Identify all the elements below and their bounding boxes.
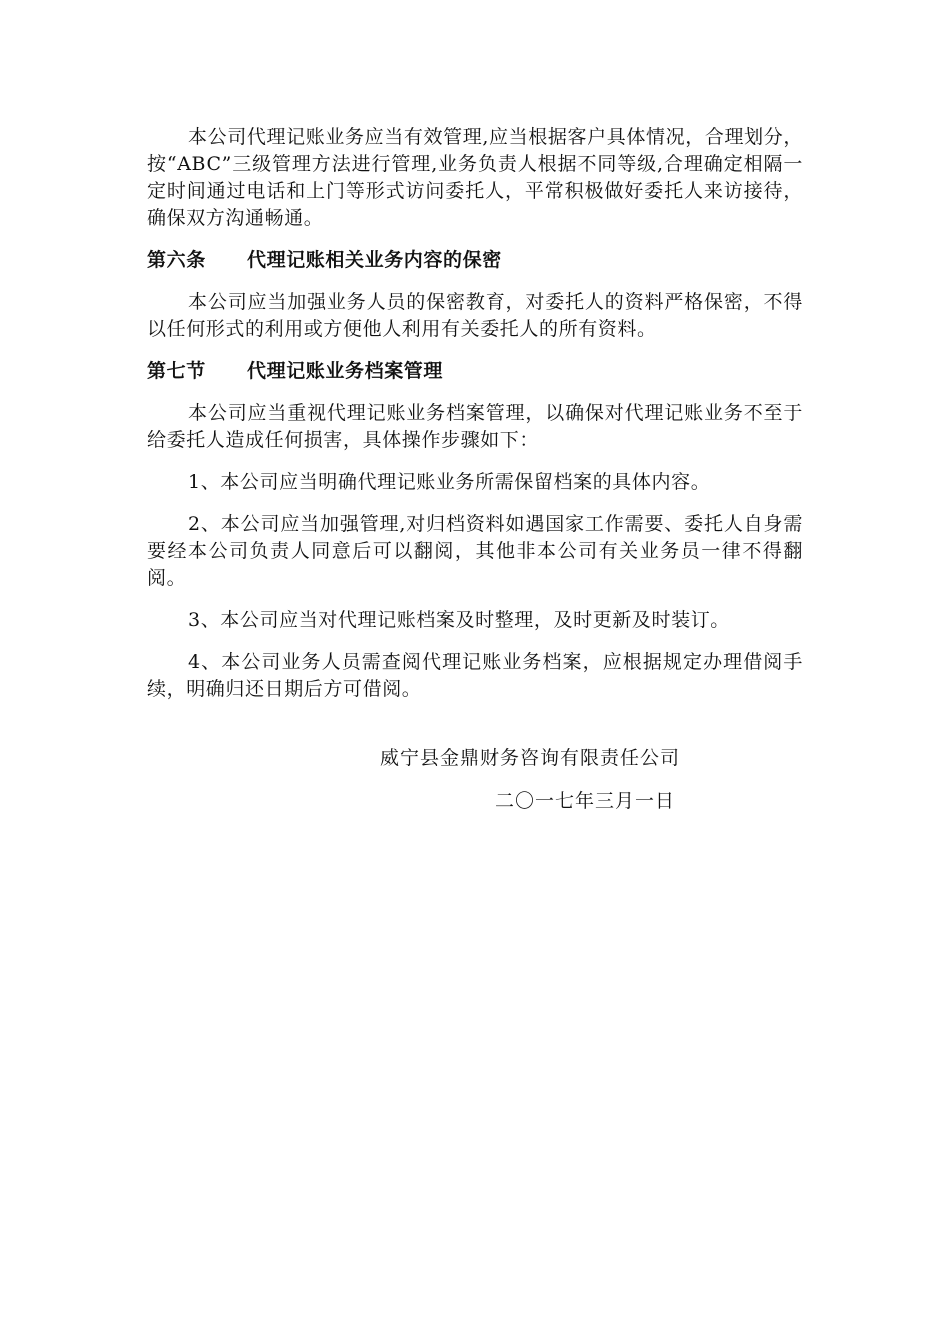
list-item: 1、本公司应当明确代理记账业务所需保留档案的具体内容。 — [188, 471, 711, 493]
paragraph-confidentiality: 本公司应当加强业务人员的保密教育，对委托人的资料严格保密，不得以任何形式的利用或方便他人利用有关委托人的所有资料。 — [147, 291, 803, 340]
section-title: 代理记账相关业务内容的保密 — [247, 249, 502, 271]
paragraph-management: 本公司代理记账业务应当有效管理,应当根据客户具体情况，合理划分，按“ABC”三级管理方法进行管理,业务负责人根据不同等级,合理确定相隔一定时间通过电话和上门等形式访问委托人，平常积极做好委托人来访接待，确保双方沟通畅通。 — [147, 126, 803, 229]
section-title: 代理记账业务档案管理 — [247, 360, 444, 382]
list-item: 3、本公司应当对代理记账档案及时整理，及时更新及时装订。 — [188, 609, 730, 631]
list-item: 2、本公司应当加强管理,对归档资料如遇国家工作需要、委托人自身需要经本公司负责人同意后可以翻阅，其他非本公司有关业务员一律不得翻阅。 — [147, 513, 803, 589]
section-number: 第七节 — [147, 360, 206, 382]
document-date: 二〇一七年三月一日 — [495, 790, 676, 812]
company-signature: 威宁县金鼎财务咨询有限责任公司 — [380, 747, 681, 769]
section-number: 第六条 — [147, 249, 206, 271]
list-item: 4、本公司业务人员需查阅代理记账业务档案，应根据规定办理借阅手续，明确归还日期后方可借阅。 — [147, 651, 803, 700]
paragraph-archive-intro: 本公司应当重视代理记账业务档案管理，以确保对代理记账业务不至于给委托人造成任何损害，具体操作步骤如下： — [147, 402, 803, 451]
document-body — [147, 124, 803, 718]
section-heading-6 — [147, 247, 803, 274]
section-heading-7 — [147, 358, 803, 385]
